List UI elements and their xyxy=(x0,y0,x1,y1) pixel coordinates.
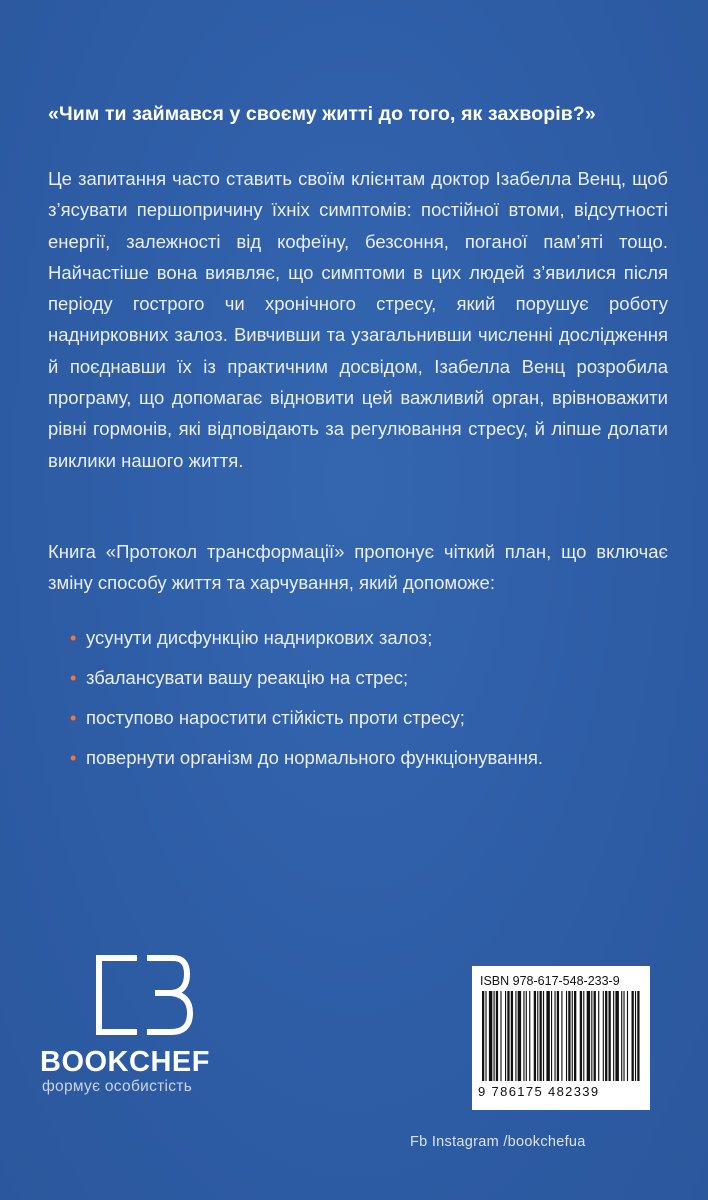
book-intro-paragraph: Книга «Протокол трансформації» пропонує чіткий план, що включає зміну способу життя та харчування, який допоможе: xyxy=(48,541,668,594)
list-item xyxy=(70,660,670,700)
list-item xyxy=(70,620,670,660)
isbn-text: ISBN 978-617-548-233-9 xyxy=(480,974,620,988)
cover-quote: «Чим ти займався у своєму житті до того, як захворів?» xyxy=(48,103,596,125)
list-item-text: усунути дисфункцію надниркових залоз; xyxy=(86,627,433,648)
benefits-list xyxy=(70,620,670,780)
bullet-icon: • xyxy=(70,668,77,688)
publisher-name: BOOKCHEF xyxy=(40,1046,210,1078)
list-item xyxy=(70,700,670,740)
barcode-icon xyxy=(480,991,642,1083)
publisher-tagline: формує особистість xyxy=(42,1078,193,1095)
list-item xyxy=(70,740,670,780)
list-item-text: поступово наростити стійкість проти стресу; xyxy=(86,707,465,728)
barcode-digits: 9 786175 482339 xyxy=(478,1084,600,1099)
description-paragraph: Це запитання часто ставить своїм клієнтам доктор Ізабелла Венц, щоб з’ясувати першопричину їхніх симптомів: постійної втоми, відсутності енергії, залежності від кофеїну, безсоння, поганої пам’яті тощо. Найчастіше вона виявляє, що симптоми в цих людей з’явилися після періоду гострого чи хронічного стресу, який порушує роботу наднирковних залоз. Вивчивши та узагальнивши численні дослідження й поєднавши їх із практичним досвідом, Ізабелла Венц розробила програму, що допомагає відновити цей важливий орган, врівноважити рівні гормонів, які відповідають за регулювання стресу, й ліпше долати виклики нашого життя. xyxy=(48,168,668,471)
bullet-icon: • xyxy=(70,628,77,648)
barcode-label xyxy=(472,966,650,1110)
bullet-icon: • xyxy=(70,748,77,768)
bullet-icon: • xyxy=(70,708,77,728)
bookchef-logo-icon xyxy=(93,955,193,1035)
list-item-text: збалансувати вашу реакцію на стрес; xyxy=(86,667,409,688)
social-handles: Fb Instagram /bookchefua xyxy=(410,1134,586,1150)
list-item-text: повернути організм до нормального функціонування. xyxy=(86,747,544,768)
